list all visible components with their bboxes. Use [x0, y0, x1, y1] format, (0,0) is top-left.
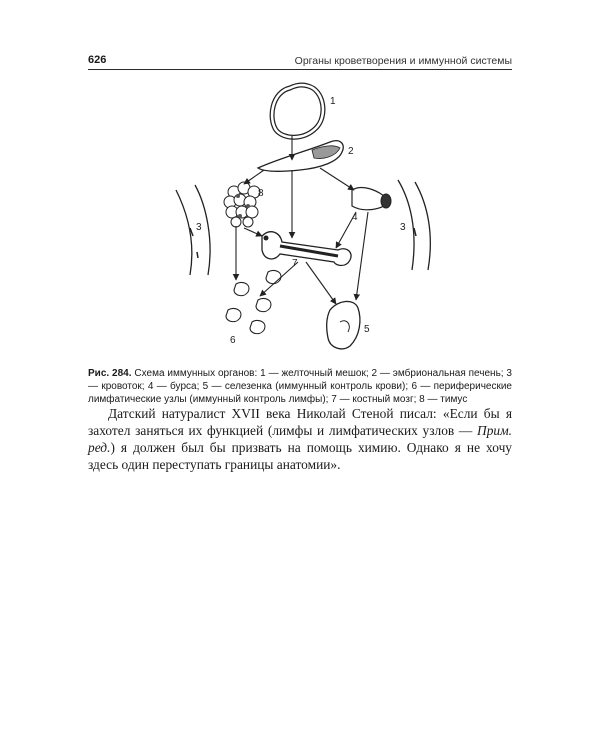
paragraph	[88, 405, 512, 473]
paragraph-text-1: Датский натуралист XVII века Николай Стеной писал: «Если бы я захотел заняться их функцией (лимфы и лимфатических узлов —	[88, 406, 512, 438]
label-8: 8	[258, 188, 264, 199]
label-2: 2	[348, 146, 354, 157]
caption-label: Рис. 284.	[88, 368, 132, 379]
label-3-left: 3	[196, 222, 202, 233]
label-5: 5	[364, 324, 370, 335]
bone-marrow	[262, 232, 351, 266]
embryonic-liver	[258, 141, 343, 172]
caption-text: Схема иммунных органов: 1 — желточный мешок; 2 — эмбриональная печень; 3 — кровоток; 4 — бурса; 5 — селезенка (иммунный контроль крови); 6 — периферические лимфатические узлы (иммунный контроль лимфы); 7 — костный мозг; 8 — тимус	[88, 368, 512, 405]
figure-caption	[88, 367, 512, 406]
yolk-sac	[272, 85, 323, 137]
label-6: 6	[230, 335, 236, 346]
label-7: 7	[292, 258, 298, 269]
thymus	[224, 182, 260, 227]
body-paragraph	[88, 405, 512, 473]
lymph-nodes	[226, 270, 281, 333]
bloodstream-left	[176, 185, 210, 275]
page-number: 626	[88, 54, 107, 66]
immune-organs-diagram	[160, 80, 460, 360]
paragraph-text-2: ) я должен был бы призвать на помощь химию. Однако я не хочу здесь один переступать границы анатомии».	[88, 440, 512, 472]
label-1: 1	[330, 96, 336, 107]
bursa	[352, 188, 391, 210]
figure-immune-organs	[160, 80, 460, 360]
running-title: Органы кроветворения и иммунной системы	[294, 55, 512, 67]
label-4: 4	[352, 212, 358, 223]
label-3-right: 3	[400, 222, 406, 233]
running-header	[88, 55, 512, 70]
spleen	[327, 301, 360, 348]
paragraph-italic-note: Прим. ред.	[88, 423, 512, 455]
